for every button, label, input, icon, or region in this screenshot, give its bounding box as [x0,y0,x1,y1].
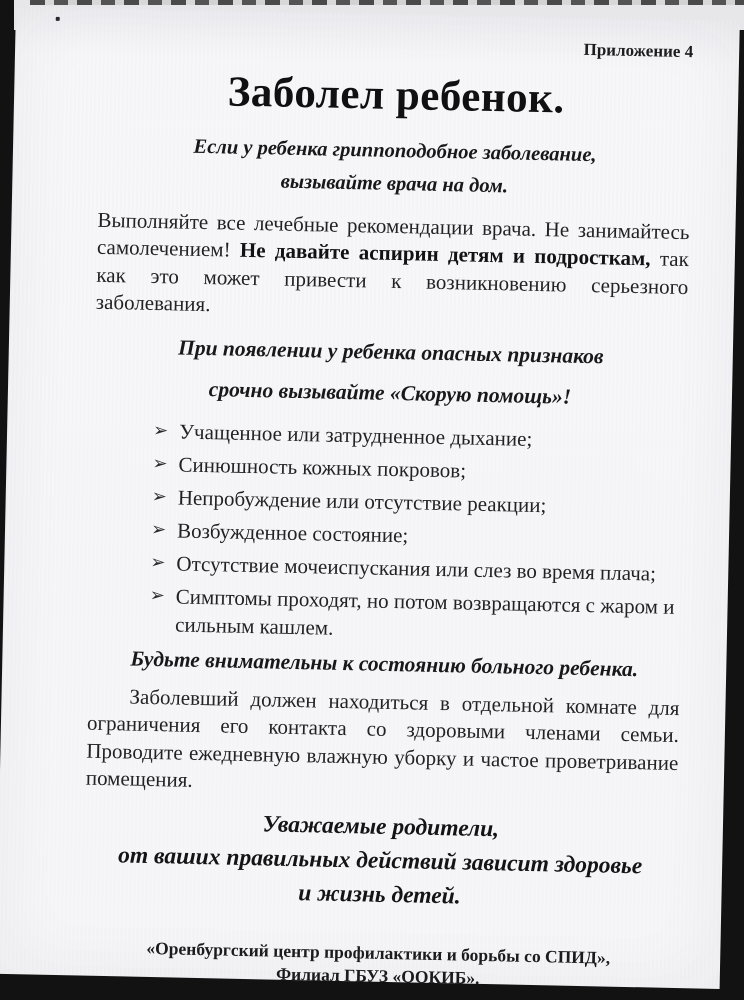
advice-text-end: так как это может привести к возникновению серьезного заболевания. [95,246,690,317]
danger-sign-text: Непробуждение или отсутствие реакции; [177,485,547,517]
danger-sign-item [152,450,684,489]
closing-appeal [83,803,677,917]
arrow-bullet-icon: ➢ [152,452,168,475]
danger-sign-text: Возбужденное состояние; [176,518,409,548]
closing-line-3: и жизнь детей. [298,879,461,910]
danger-sign-item [151,516,683,555]
scan-edge-artifact [30,0,744,5]
scan-speck [56,17,60,21]
closing-line-2: от ваших правильных действий зависит здоровье [117,842,643,880]
danger-sign-item [151,483,683,522]
advice-paragraph [96,207,690,329]
danger-sign-text: Учащенное или затрудненное дыхание; [178,419,533,451]
document-title: Заболел ребенок. [227,68,566,123]
isolation-paragraph: Заболевший должен находиться в отдельной комнате для ограничения его контакта со здоровыми членами семьи. Проводите ежедневную влажную уборку и частое проветривание помещения. [85,684,680,793]
footer-org-line-2: Филиал ГБУЗ «ООКИБ». [275,963,480,988]
danger-sign-text: Отсутствие мочеиспускания или слез во время плача; [176,551,657,586]
arrow-bullet-icon: ➢ [150,551,166,574]
warning-heading-line-1: При появлении у ребенка опасных признаков [177,335,604,369]
subtitle-line-1: Если у ребенка гриппоподобное заболевание, [193,136,597,167]
organization-footer [82,935,675,993]
danger-sign-item [153,417,685,456]
closing-line-1: Уважаемые родители, [262,811,500,842]
danger-sign-item [150,549,682,588]
arrow-bullet-icon: ➢ [149,584,166,607]
advice-text-start: Выполняйте все лечебные рекомендации врача. Не занимайтесь самолечением! [96,207,690,263]
care-heading: Будьте внимательны к состоянию больного ребенка. [130,646,639,681]
aspirin-warning-bold: Не давайте аспирин детям и подросткам, [239,238,651,271]
arrow-bullet-icon: ➢ [152,419,169,442]
danger-sign-item [149,582,682,649]
subtitle-line-2: вызывайте врача на дом. [280,170,509,198]
danger-sign-text: Синюшность кожных покровов; [178,452,467,483]
document-content [0,6,740,995]
scanned-document-page [0,6,740,989]
arrow-bullet-icon: ➢ [151,485,168,508]
danger-signs-list [89,415,685,648]
footer-org-line-1: «Оренбургский центр профилактики и борьбы со СПИД», [146,937,611,968]
warning-heading-line-2: срочно вызывайте «Скорую помощь»! [208,376,572,409]
subtitle-heading [98,129,691,207]
danger-sign-text: Симптомы проходят, но потом возвращаются с жаром и сильным кашлем. [174,584,675,640]
appendix-label: Приложение 4 [583,39,694,62]
arrow-bullet-icon: ➢ [150,518,167,541]
